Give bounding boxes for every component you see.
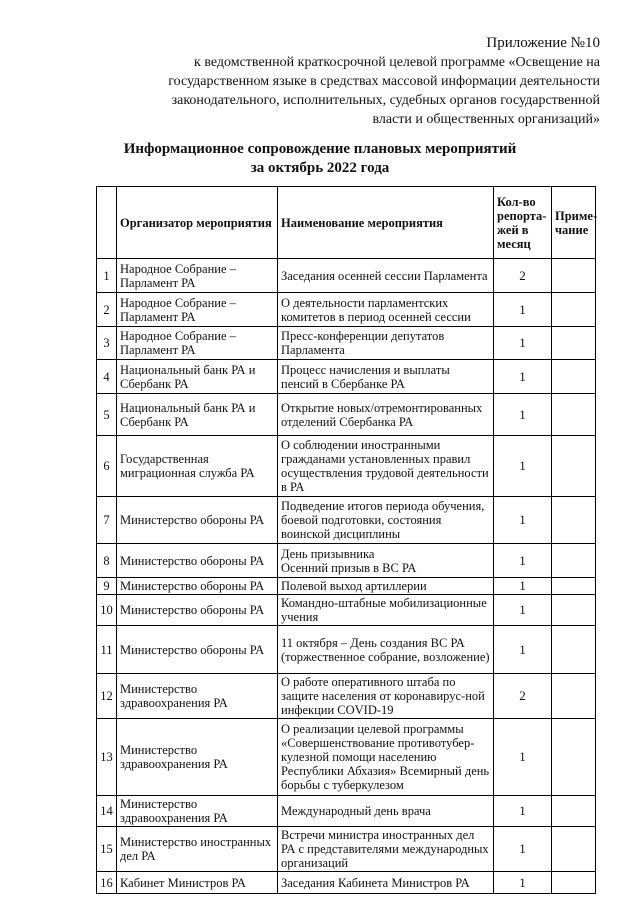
row-event: Подведение итогов периода обучения, боевой подготовки, состояния воинской дисциплины	[278, 497, 494, 544]
row-count: 1	[494, 719, 552, 796]
row-organizer: Министерство обороны РА	[117, 544, 278, 578]
row-count: 1	[494, 626, 552, 674]
table-row	[97, 827, 596, 872]
row-count: 1	[494, 436, 552, 497]
row-number: 12	[97, 674, 117, 719]
row-number: 2	[97, 293, 117, 327]
table-row	[97, 544, 596, 578]
row-number: 9	[97, 578, 117, 595]
row-count: 1	[494, 872, 552, 894]
document-title	[0, 140, 640, 178]
table-row	[97, 595, 596, 626]
header-event: Наименование мероприятия	[278, 187, 494, 259]
appendix-line: к ведомственной краткосрочной целевой программе «Освещение на	[194, 55, 600, 70]
table-row	[97, 674, 596, 719]
row-organizer: Министерство иностранных дел РА	[117, 827, 278, 872]
row-count: 2	[494, 259, 552, 293]
row-count: 1	[494, 497, 552, 544]
row-note	[552, 719, 596, 796]
row-event: День призывника Осенний призыв в ВС РА	[278, 544, 494, 578]
row-event: О реализации целевой программы «Совершенствование противотубер-кулезной помощи населению Республики Абхазия» Всемирный день борьбы с туберкулезом	[278, 719, 494, 796]
row-note	[552, 872, 596, 894]
table-row	[97, 626, 596, 674]
row-note	[552, 436, 596, 497]
row-organizer: Министерство обороны РА	[117, 578, 278, 595]
row-event: Заседания осенней сессии Парламента	[278, 259, 494, 293]
row-note	[552, 578, 596, 595]
table-header-row	[97, 187, 596, 259]
row-organizer: Национальный банк РА и Сбербанк РА	[117, 360, 278, 394]
table-row	[97, 872, 596, 894]
table-row	[97, 436, 596, 497]
title-line: за октябрь 2022 года	[250, 160, 390, 176]
row-count: 1	[494, 327, 552, 360]
row-number: 3	[97, 327, 117, 360]
table-row	[97, 327, 596, 360]
row-number: 1	[97, 259, 117, 293]
table-row	[97, 796, 596, 827]
table-row	[97, 360, 596, 394]
appendix-line: государственном языке в средствах массовой информации деятельности	[168, 74, 600, 89]
row-count: 1	[494, 827, 552, 872]
row-note	[552, 293, 596, 327]
table-row	[97, 394, 596, 436]
row-note	[552, 544, 596, 578]
row-organizer: Кабинет Министров РА	[117, 872, 278, 894]
row-organizer: Национальный банк РА и Сбербанк РА	[117, 394, 278, 436]
row-organizer: Народное Собрание – Парламент РА	[117, 259, 278, 293]
table-row	[97, 578, 596, 595]
row-number: 14	[97, 796, 117, 827]
row-organizer: Министерство здравоохранения РА	[117, 674, 278, 719]
row-note	[552, 259, 596, 293]
row-count: 1	[494, 578, 552, 595]
table-row	[97, 293, 596, 327]
row-event: Заседания Кабинета Министров РА	[278, 872, 494, 894]
row-note	[552, 327, 596, 360]
row-note	[552, 626, 596, 674]
row-number: 8	[97, 544, 117, 578]
row-number: 10	[97, 595, 117, 626]
header-count: Кол-во репорта-жей в месяц	[494, 187, 552, 259]
row-event: О деятельности парламентских комитетов в период осенней сессии	[278, 293, 494, 327]
row-event: Открытие новых/отремонтированных отделений Сбербанка РА	[278, 394, 494, 436]
row-organizer: Министерство здравоохранения РА	[117, 719, 278, 796]
row-organizer: Государственная миграционная служба РА	[117, 436, 278, 497]
row-note	[552, 394, 596, 436]
row-number: 13	[97, 719, 117, 796]
row-note	[552, 796, 596, 827]
row-event: Встречи министра иностранных дел РА с представителями международных организаций	[278, 827, 494, 872]
row-count: 1	[494, 796, 552, 827]
row-count: 2	[494, 674, 552, 719]
row-organizer: Народное Собрание – Парламент РА	[117, 327, 278, 360]
row-event: 11 октября – День создания ВС РА (торжественное собрание, возложение)	[278, 626, 494, 674]
table-row	[97, 259, 596, 293]
row-count: 1	[494, 394, 552, 436]
appendix-number: Приложение №10	[486, 35, 600, 51]
row-event: Полевой выход артиллерии	[278, 578, 494, 595]
row-note	[552, 827, 596, 872]
table-row	[97, 719, 596, 796]
header-organizer: Организатор мероприятия	[117, 187, 278, 259]
row-event: Международный день врача	[278, 796, 494, 827]
row-event: Пресс-конференции депутатов Парламента	[278, 327, 494, 360]
header-note: Приме-чание	[552, 187, 596, 259]
row-organizer: Министерство обороны РА	[117, 497, 278, 544]
title-line: Информационное сопровождение плановых мероприятий	[123, 141, 517, 157]
row-number: 5	[97, 394, 117, 436]
row-event: Командно-штабные мобилизационные учения	[278, 595, 494, 626]
row-number: 11	[97, 626, 117, 674]
row-number: 16	[97, 872, 117, 894]
row-note	[552, 595, 596, 626]
row-organizer: Министерство обороны РА	[117, 626, 278, 674]
row-number: 7	[97, 497, 117, 544]
row-note	[552, 360, 596, 394]
row-count: 1	[494, 595, 552, 626]
row-organizer: Министерство обороны РА	[117, 595, 278, 626]
row-number: 6	[97, 436, 117, 497]
row-count: 1	[494, 360, 552, 394]
row-organizer: Народное Собрание – Парламент РА	[117, 293, 278, 327]
header-number	[97, 187, 117, 259]
appendix-line: власти и общественных организаций»	[372, 112, 600, 127]
row-count: 1	[494, 544, 552, 578]
row-number: 4	[97, 360, 117, 394]
row-event: О соблюдении иностранными гражданами установленных правил осуществления трудовой деятельности в РА	[278, 436, 494, 497]
row-note	[552, 674, 596, 719]
row-event: О работе оперативного штаба по защите населения от коронавирус-ной инфекции COVID-19	[278, 674, 494, 719]
row-organizer: Министерство здравоохранения РА	[117, 796, 278, 827]
row-number: 15	[97, 827, 117, 872]
row-count: 1	[494, 293, 552, 327]
row-event: Процесс начисления и выплаты пенсий в Сбербанке РА	[278, 360, 494, 394]
appendix-header	[80, 34, 600, 129]
appendix-line: законодательного, исполнительных, судебных органов государственной	[171, 93, 600, 108]
row-note	[552, 497, 596, 544]
table-row	[97, 497, 596, 544]
events-table	[96, 186, 596, 894]
